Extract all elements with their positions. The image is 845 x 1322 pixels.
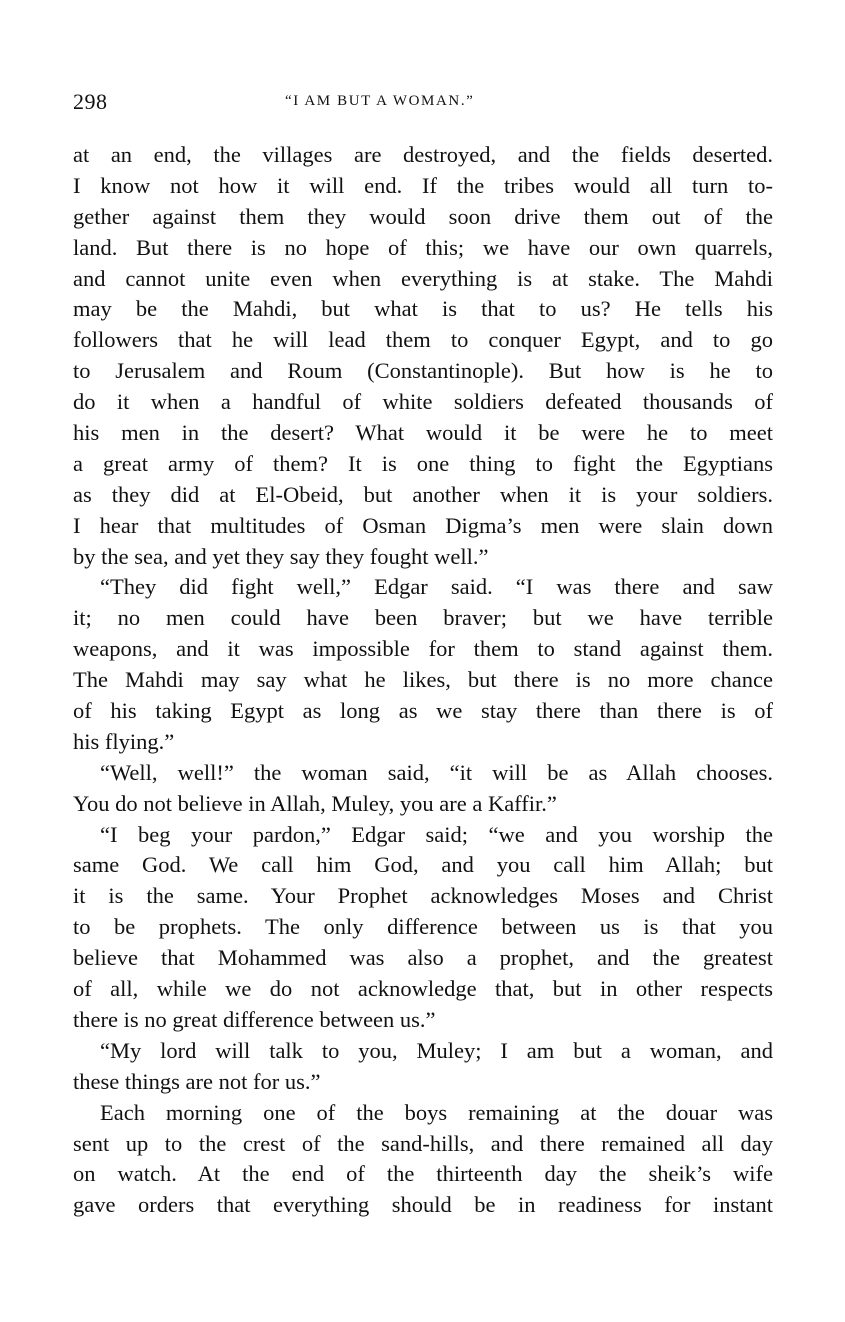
text-line: land. But there is no hope of this; we have our own quarrels, (73, 234, 773, 260)
text-line: to Jerusalem and Roum (Constantinople). But how is he to (73, 358, 773, 384)
text-line: “My lord will talk to you, Muley; I am but a woman, and (100, 1037, 773, 1063)
text-line: on watch. At the end of the thirteenth day the sheik’s wife (73, 1161, 773, 1187)
text-line: to be prophets. The only difference between us is that you (73, 914, 773, 940)
text-line: “Well, well!” the woman said, “it will be as Allah chooses. (100, 759, 773, 785)
text-line: his men in the desert? What would it be were he to meet (73, 420, 773, 446)
running-head: “I AM BUT A WOMAN.” (285, 93, 475, 109)
text-line: at an end, the villages are destroyed, and the fields deserted. (73, 142, 773, 167)
text-line: it; no men could have been braver; but we have terrible (73, 605, 773, 631)
text-line: believe that Mohammed was also a prophet, and the greatest (73, 945, 773, 971)
text-line: I know not how it will end. If the tribes would all turn to- (73, 172, 773, 198)
text-line: as they did at El-Obeid, but another when it is your soldiers. (73, 481, 773, 507)
text-line: gether against them they would soon drive them out of the (73, 203, 773, 229)
text-line: his flying.” (73, 728, 175, 754)
text-line: there is no great difference between us.” (73, 1006, 436, 1032)
text-line: “I beg your pardon,” Edgar said; “we and you worship the (100, 821, 773, 847)
text-line: I hear that multitudes of Osman Digma’s men were slain down (73, 512, 773, 538)
text-line: by the sea, and yet they say they fought well.” (73, 543, 489, 569)
page-number: 298 (73, 89, 108, 114)
text-line: followers that he will lead them to conquer Egypt, and to go (73, 327, 773, 353)
text-line: and cannot unite even when everything is at stake. The Mahdi (73, 265, 773, 291)
text-line: gave orders that everything should be in readiness for instant (73, 1192, 773, 1218)
text-line: weapons, and it was impossible for them to stand against them. (73, 636, 773, 662)
text-line: may be the Mahdi, but what is that to us? He tells his (73, 296, 773, 322)
text-line: same God. We call him God, and you call him Allah; but (73, 852, 773, 878)
text-line: The Mahdi may say what he likes, but there is no more chance (73, 667, 773, 693)
text-line: it is the same. Your Prophet acknowledges Moses and Christ (73, 883, 773, 909)
text-line: sent up to the crest of the sand-hills, and there remained all day (73, 1130, 773, 1156)
text-line: a great army of them? It is one thing to fight the Egyptians (73, 450, 773, 476)
text-line: do it when a handful of white soldiers defeated thousands of (73, 389, 773, 415)
page-header (73, 89, 773, 119)
text-line: Each morning one of the boys remaining at the douar was (100, 1099, 773, 1125)
text-line: of his taking Egypt as long as we stay there than there is of (73, 698, 773, 724)
text-line: these things are not for us.” (73, 1068, 321, 1094)
body-text (73, 140, 773, 1221)
text-line: “They did fight well,” Edgar said. “I was there and saw (100, 574, 773, 600)
text-line: You do not believe in Allah, Muley, you are a Kaffir.” (73, 790, 557, 816)
text-line: of all, while we do not acknowledge that, but in other respects (73, 976, 773, 1002)
